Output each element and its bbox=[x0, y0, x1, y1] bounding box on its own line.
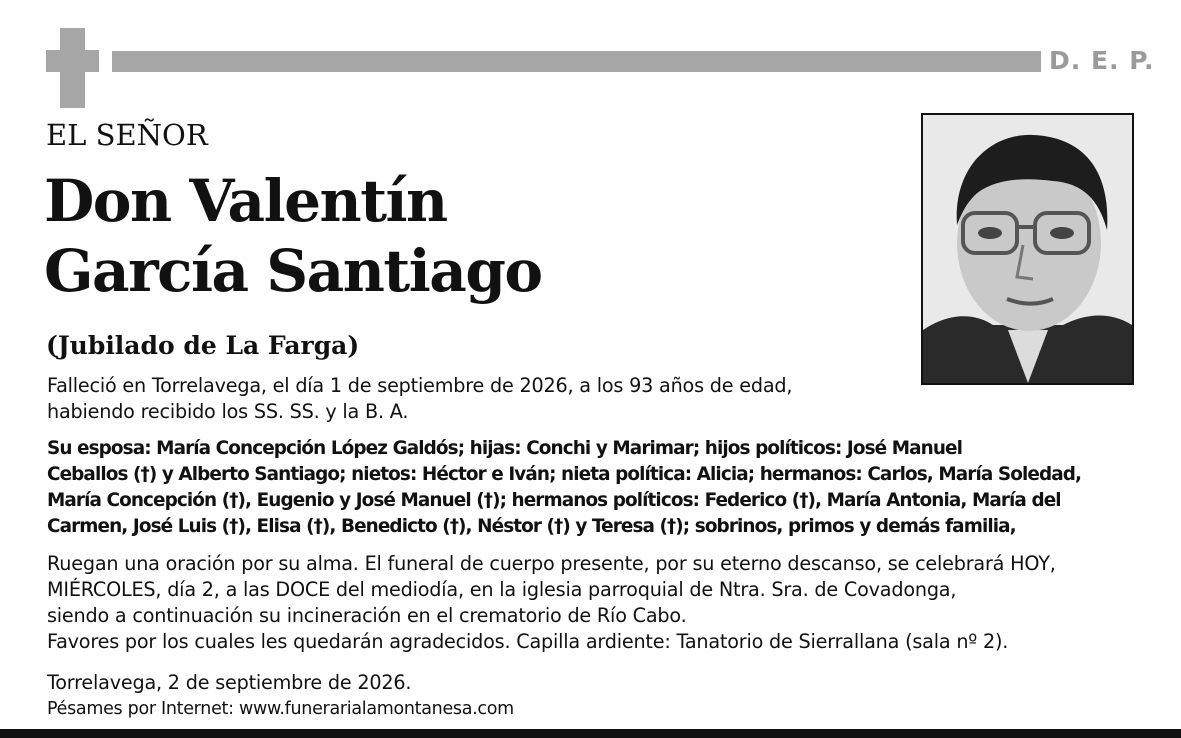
dep-mark: D. E. P. bbox=[1049, 46, 1155, 75]
place-date: Torrelavega, 2 de septiembre de 2026. bbox=[47, 671, 412, 694]
family-line: María Concepción (†), Eugenio y José Manuel (†); hermanos políticos: Federico (†), María Antonia, María del bbox=[47, 490, 1061, 511]
portrait-photo bbox=[921, 113, 1134, 385]
funeral-line: siendo a continuación su incineración en el crematorio de Río Cabo. bbox=[47, 604, 687, 627]
occupation: (Jubilado de La Farga) bbox=[46, 331, 360, 360]
death-announcement bbox=[47, 373, 792, 425]
death-line: Falleció en Torrelavega, el día 1 de septiembre de 2026, a los 93 años de edad, bbox=[47, 374, 793, 397]
condolences-website: Pésames por Internet: www.funerarialamontanesa.com bbox=[47, 699, 514, 719]
bottom-rule bbox=[0, 729, 1181, 738]
name-line-1: Don Valentín bbox=[44, 167, 447, 235]
funeral-line: Ruegan una oración por su alma. El funeral de cuerpo presente, por su eterno descanso, se celebrará HOY, bbox=[47, 552, 1056, 575]
deceased-name bbox=[44, 166, 542, 306]
funeral-line: Favores por los cuales les quedarán agradecidos. Capilla ardiente: Tanatorio de Sierrallana (sala nº 2). bbox=[47, 630, 1009, 653]
name-line-2: García Santiago bbox=[44, 237, 542, 305]
family-list bbox=[47, 436, 1081, 540]
family-line: Ceballos (†) y Alberto Santiago; nietos: Héctor e Iván; nieta política: Alicia; hermanos: Carlos, María Soledad, bbox=[47, 464, 1082, 485]
header-rule bbox=[112, 51, 1041, 72]
funeral-details bbox=[47, 551, 1056, 655]
family-line: Su esposa: María Concepción López Galdós; hijas: Conchi y Marimar; hijos políticos: José Manuel bbox=[47, 438, 962, 459]
funeral-line: MIÉRCOLES, día 2, a las DOCE del mediodía, en la iglesia parroquial de Ntra. Sra. de Covadonga, bbox=[47, 578, 957, 601]
honorific-prefix: EL SEÑOR bbox=[46, 118, 208, 152]
death-line: habiendo recibido los SS. SS. y la B. A. bbox=[47, 400, 409, 423]
family-line: Carmen, José Luis (†), Elisa (†), Benedicto (†), Néstor (†) y Teresa (†); sobrinos, primos y demás familia, bbox=[47, 516, 1016, 537]
cross-icon-bar bbox=[46, 50, 99, 72]
